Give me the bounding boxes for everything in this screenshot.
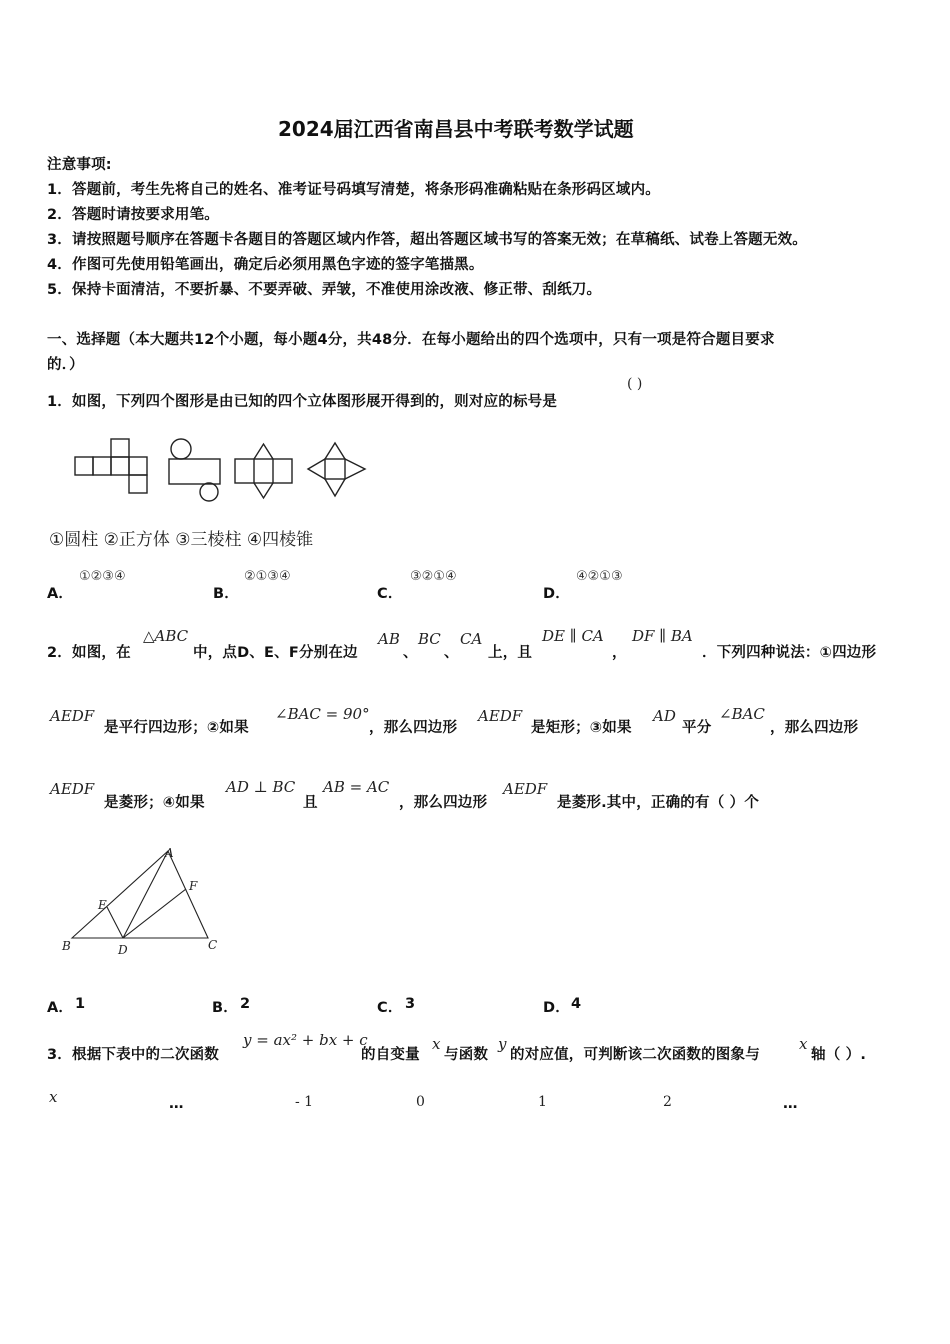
q3-text: 的对应值，可判断该二次函数的图象与 xyxy=(510,1047,760,1063)
q3-text: 与函数 xyxy=(444,1047,489,1063)
q1-stem: 1．如图，下列四个图形是由已知的四个立体图形展开得到的，则对应的标号是 xyxy=(47,394,558,410)
q2-math: BC xyxy=(418,630,441,648)
notice-item: 1．答题前，考生先将自己的姓名、准考证号码填写清楚，将条形码准确粘贴在条形码区域内。 xyxy=(47,182,660,198)
q1-option-value: ①②③④ xyxy=(79,569,126,584)
q1-option-value: ④②①③ xyxy=(576,569,623,584)
cylinder-net-circle xyxy=(200,483,218,501)
section-heading: 一、选择题（本大题共12个小题，每小题4分，共48分．在每小题给出的四个选项中，只有一项是符合题目要求 xyxy=(47,332,775,348)
q2-math: AEDF xyxy=(503,780,548,798)
cylinder-net-rect xyxy=(169,459,220,484)
q2-math: AB = AC xyxy=(323,778,390,796)
table-cell: 0 xyxy=(416,1094,425,1110)
q2-math: DF ∥ BA xyxy=(632,627,693,645)
section-heading-cont: 的．） xyxy=(47,357,84,373)
pyramid-net-base xyxy=(325,459,345,479)
notice-item: 3．请按照题号顺序在答题卡各题目的答题区域内作答，超出答题区域书写的答案无效；在草稿纸、试卷上答题无效。 xyxy=(47,232,807,248)
q1-option-value: ③②①④ xyxy=(410,569,457,584)
cube-net-face xyxy=(129,457,147,475)
q2-text: 、 xyxy=(403,645,418,661)
notice-item: 4．作图可先使用铅笔画出，确定后必须用黑色字迹的签字笔描黑。 xyxy=(47,257,484,273)
q2-math: AEDF xyxy=(50,707,95,725)
q1-legend: ①圆柱 ②正方体 ③三棱柱 ④四棱锥 xyxy=(49,530,314,550)
q2-option-letter: D． xyxy=(543,1000,570,1016)
notice-heading: 注意事项: xyxy=(47,157,112,173)
q2-math: ∠BAC = 90° xyxy=(275,705,370,723)
q2-text: 、 xyxy=(444,645,459,661)
q2-math: AB xyxy=(378,630,400,648)
table-cell: 1 xyxy=(538,1094,547,1110)
q1-option-value: ②①③④ xyxy=(244,569,291,584)
cube-net-face xyxy=(129,475,147,493)
table-cell: - 1 xyxy=(295,1094,314,1110)
cube-net-face xyxy=(93,457,111,475)
q2-text: 平分 xyxy=(682,720,712,736)
q2-text: ，那么四边形 xyxy=(399,795,488,811)
segment-ad xyxy=(123,851,168,938)
q3-math: x xyxy=(432,1035,441,1053)
q3-text: 3．根据下表中的二次函数 xyxy=(47,1047,219,1063)
q2-math: AEDF xyxy=(50,780,95,798)
q2-option-value: 4 xyxy=(571,996,582,1012)
table-cell: 2 xyxy=(663,1094,672,1110)
q2-text: 中，点D、E、F分别在边 xyxy=(193,645,358,661)
q2-math: AEDF xyxy=(478,707,523,725)
cylinder-net-circle xyxy=(171,439,191,459)
q2-text: ，那么四边形 xyxy=(770,720,859,736)
q2-text: 且 xyxy=(303,795,318,811)
q1-option-letter: B． xyxy=(213,586,239,602)
q3-math: y xyxy=(498,1035,507,1053)
vertex-label-e: E xyxy=(98,898,107,912)
q2-text: ．下列四种说法：①四边形 xyxy=(702,645,877,661)
q2-text: 是菱形；④如果 xyxy=(104,795,205,811)
segment-ed xyxy=(107,907,123,938)
cube-net-face xyxy=(111,457,129,475)
cube-net-face xyxy=(111,439,129,457)
prism-net-triangle xyxy=(254,444,273,459)
notice-item: 2．答题时请按要求用笔。 xyxy=(47,207,219,223)
q1-answer-paren: ( ) xyxy=(627,376,643,392)
q3-text: 轴（ ）. xyxy=(811,1047,867,1063)
q2-text: 上，且 xyxy=(488,645,533,661)
q3-math: x xyxy=(799,1035,808,1053)
vertex-label-c: C xyxy=(208,938,218,952)
q1-option-letter: D． xyxy=(543,586,570,602)
segment-df xyxy=(123,889,186,938)
q2-text: 是平行四边形；②如果 xyxy=(104,720,249,736)
q2-math: DE ∥ CA xyxy=(542,627,604,645)
page-title: 2024届江西省南昌县中考联考数学试题 xyxy=(278,117,634,141)
table-cell: … xyxy=(783,1096,798,1112)
q2-text: 2．如图，在 xyxy=(47,645,131,661)
q2-math: AD ⊥ BC xyxy=(226,778,296,796)
table-cell: x xyxy=(49,1088,58,1106)
q2-text: ，那么四边形 xyxy=(369,720,458,736)
q1-option-letter: C． xyxy=(377,586,403,602)
q2-math: △ABC xyxy=(143,627,189,645)
q3-text: 的自变量 xyxy=(361,1047,420,1063)
q2-math: CA xyxy=(460,630,483,648)
q2-text: 是矩形；③如果 xyxy=(531,720,632,736)
q2-option-letter: C． xyxy=(377,1000,403,1016)
table-cell: … xyxy=(169,1096,184,1112)
q1-option-letter: A． xyxy=(47,586,74,602)
q2-math: AD xyxy=(653,707,676,725)
prism-net-triangle xyxy=(254,483,273,498)
cube-net-face xyxy=(75,457,93,475)
q2-text: ， xyxy=(612,645,627,661)
q2-option-letter: B． xyxy=(212,1000,238,1016)
vertex-label-b: B xyxy=(62,939,71,953)
q2-option-value: 3 xyxy=(405,996,416,1012)
q2-option-letter: A． xyxy=(47,1000,74,1016)
q2-text: 是菱形.其中，正确的有（ ）个 xyxy=(557,795,760,811)
q3-math: y = ax² + bx + c xyxy=(243,1031,368,1049)
q2-option-value: 1 xyxy=(75,996,86,1012)
q2-triangle-figure xyxy=(55,843,235,963)
vertex-label-d: D xyxy=(118,943,128,957)
q2-option-value: 2 xyxy=(240,996,251,1012)
q1-nets-figure xyxy=(70,433,375,505)
prism-net-rect xyxy=(235,459,292,483)
q2-math: ∠BAC xyxy=(719,705,765,723)
notice-item: 5．保持卡面清洁，不要折暴、不要弄破、弄皱，不准使用涂改液、修正带、刮纸刀。 xyxy=(47,282,602,298)
vertex-label-a: A xyxy=(165,846,174,860)
vertex-label-f: F xyxy=(189,879,198,893)
